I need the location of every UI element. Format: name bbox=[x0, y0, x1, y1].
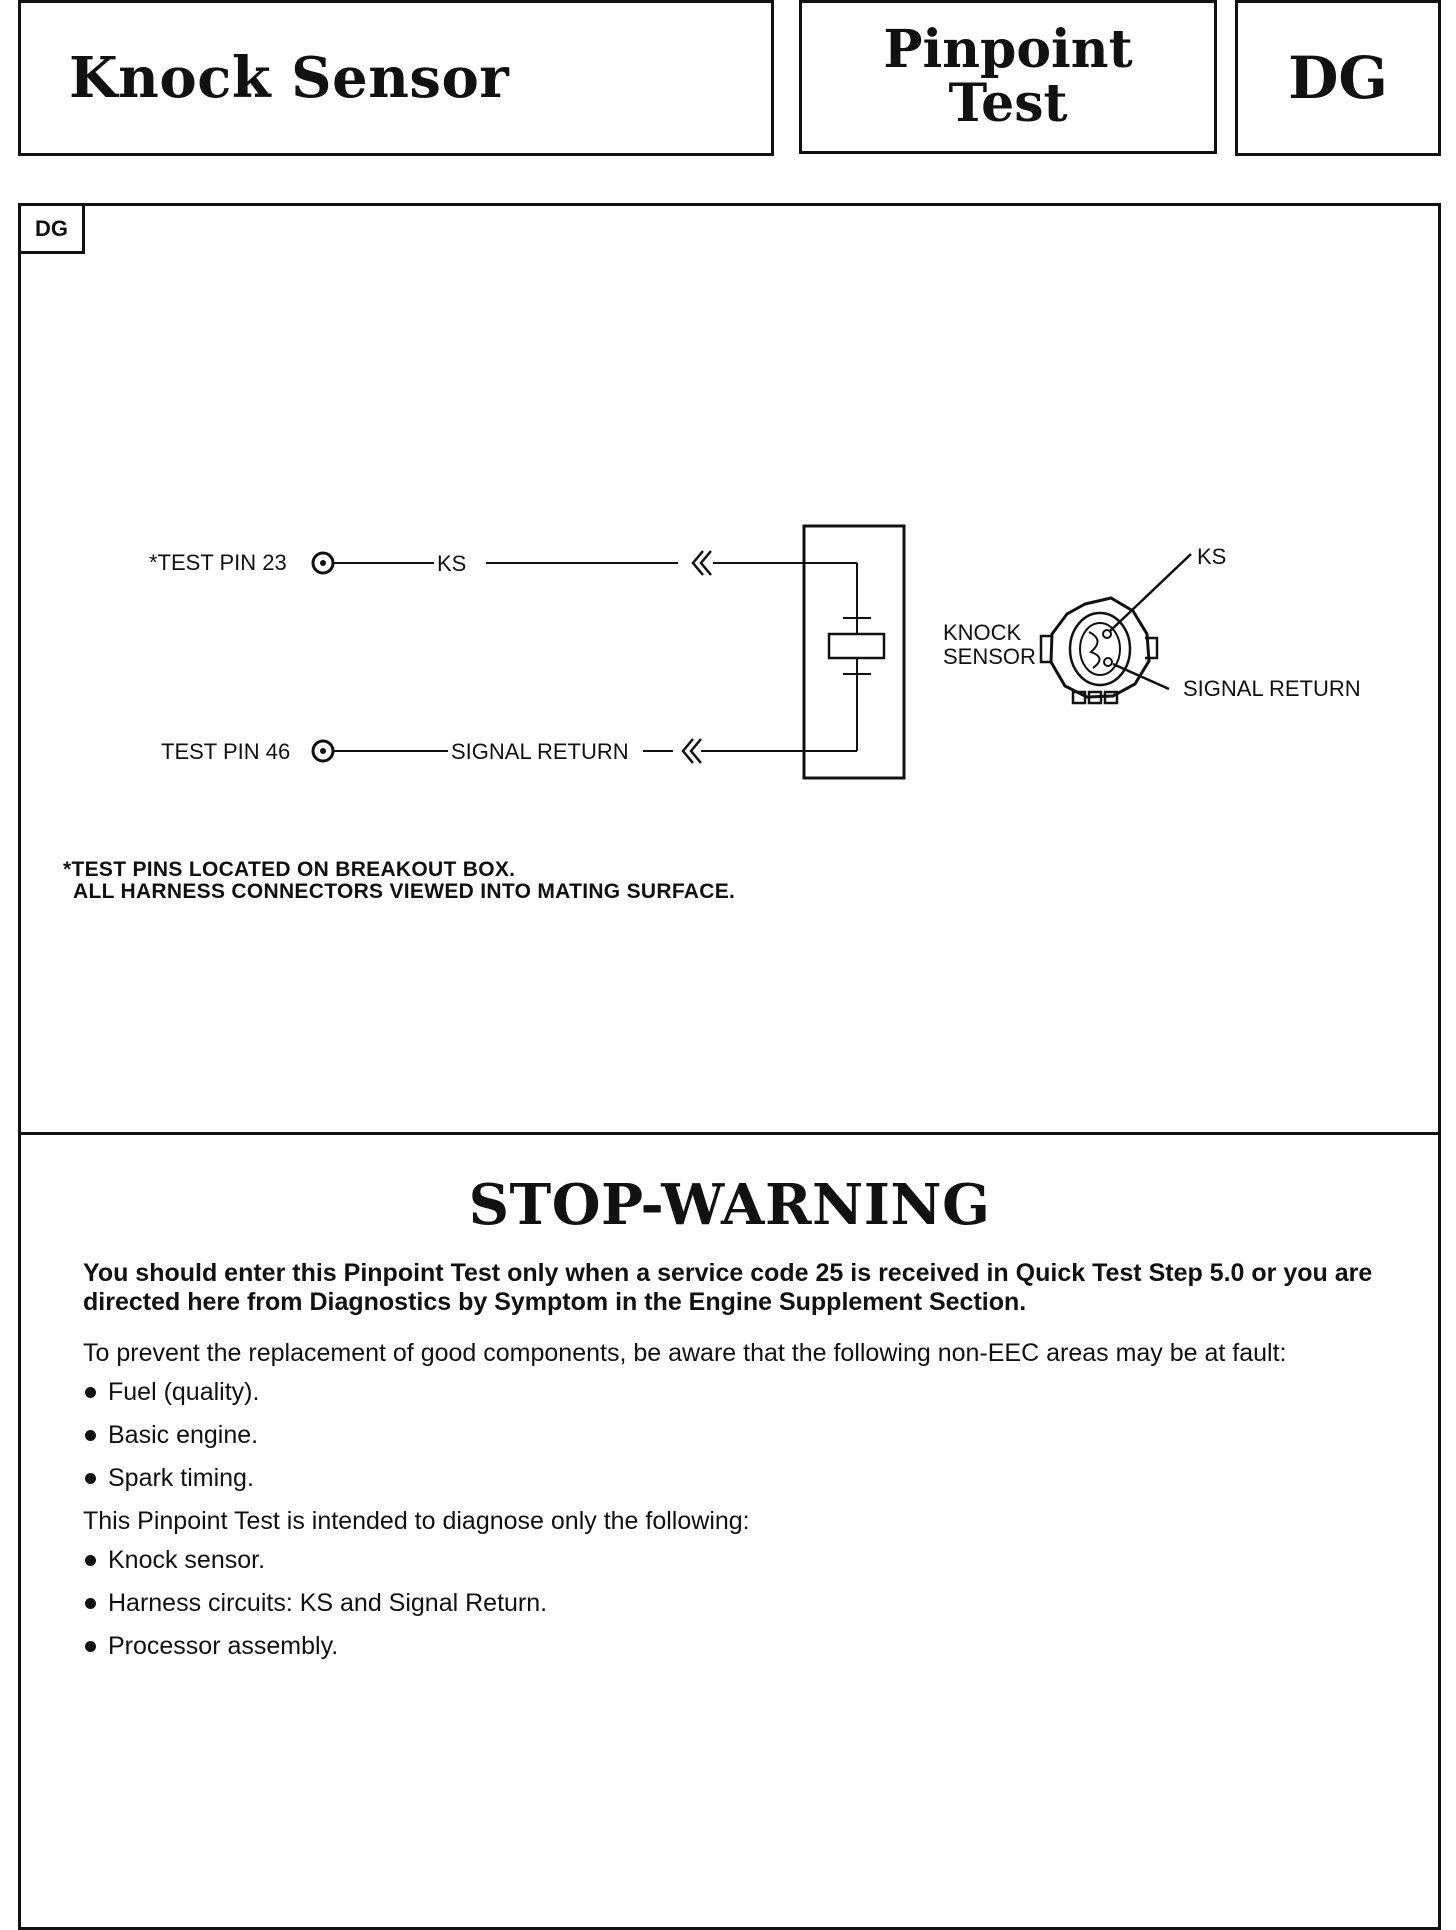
bullet-icon bbox=[85, 1473, 96, 1484]
warning-content bbox=[83, 1259, 1403, 1675]
wiring-diagram bbox=[21, 206, 1438, 1126]
note-line-1: *TEST PINS LOCATED ON BREAKOUT BOX. bbox=[63, 858, 516, 881]
sensor-ks-label: KS bbox=[1197, 544, 1227, 569]
pin23-label: *TEST PIN 23 bbox=[149, 550, 287, 575]
header-test-line2: Test bbox=[948, 73, 1068, 134]
sensor-label-line2: SENSOR bbox=[943, 644, 1036, 669]
ks-connector-icon bbox=[693, 551, 711, 575]
diagram-notes bbox=[63, 859, 735, 903]
header-test-box bbox=[799, 0, 1217, 154]
pin46-label: TEST PIN 46 bbox=[161, 739, 291, 764]
page-title: Knock Sensor bbox=[69, 45, 510, 111]
list-item: Processor assembly. bbox=[83, 1632, 1403, 1661]
ks-wire-label: KS bbox=[437, 551, 467, 576]
diagnose-item-list bbox=[83, 1546, 1403, 1661]
diagram-tag: DG bbox=[21, 206, 85, 254]
warning-intro: You should enter this Pinpoint Test only when a service code 25 is received in Quick Test Step 5.0 or you are directed here from Diagnostics by Symptom in the Engine Supplement Section. bbox=[83, 1259, 1373, 1316]
prevent-text: To prevent the replacement of good components, be aware that the following non-EEC areas may be at fault: bbox=[83, 1339, 1287, 1367]
sensor-signal-return-label: SIGNAL RETURN bbox=[1183, 676, 1361, 701]
piezo-element-icon bbox=[829, 634, 884, 658]
bullet-icon bbox=[85, 1598, 96, 1609]
signal-return-connector-icon bbox=[683, 739, 701, 763]
note-line-2: ALL HARNESS CONNECTORS VIEWED INTO MATING SURFACE. bbox=[73, 880, 736, 903]
stop-warning-title: STOP-WARNING bbox=[468, 1172, 991, 1238]
section-divider bbox=[21, 1132, 1438, 1135]
sensor-label-line1: KNOCK bbox=[943, 620, 1022, 645]
main-panel bbox=[18, 203, 1441, 1930]
signal-return-wire-label: SIGNAL RETURN bbox=[451, 739, 629, 764]
list-item: Basic engine. bbox=[83, 1421, 1403, 1450]
header-code-box bbox=[1235, 0, 1441, 156]
list-item: Fuel (quality). bbox=[83, 1378, 1403, 1407]
header-code: DG bbox=[1288, 44, 1388, 112]
knock-sensor-connector-icon bbox=[1041, 598, 1157, 703]
bullet-icon bbox=[85, 1555, 96, 1566]
ks-leader-line bbox=[1109, 554, 1191, 632]
bullet-icon bbox=[85, 1430, 96, 1441]
list-item: Knock sensor. bbox=[83, 1546, 1403, 1575]
header-test-line1: Pinpoint bbox=[883, 19, 1133, 80]
list-item: Spark timing. bbox=[83, 1464, 1403, 1493]
bullet-icon bbox=[85, 1641, 96, 1652]
bullet-icon bbox=[85, 1387, 96, 1398]
fault-area-list bbox=[83, 1378, 1403, 1493]
diagnose-text: This Pinpoint Test is intended to diagnose only the following: bbox=[83, 1507, 750, 1535]
header-title-box bbox=[18, 0, 774, 156]
list-item: Harness circuits: KS and Signal Return. bbox=[83, 1589, 1403, 1618]
